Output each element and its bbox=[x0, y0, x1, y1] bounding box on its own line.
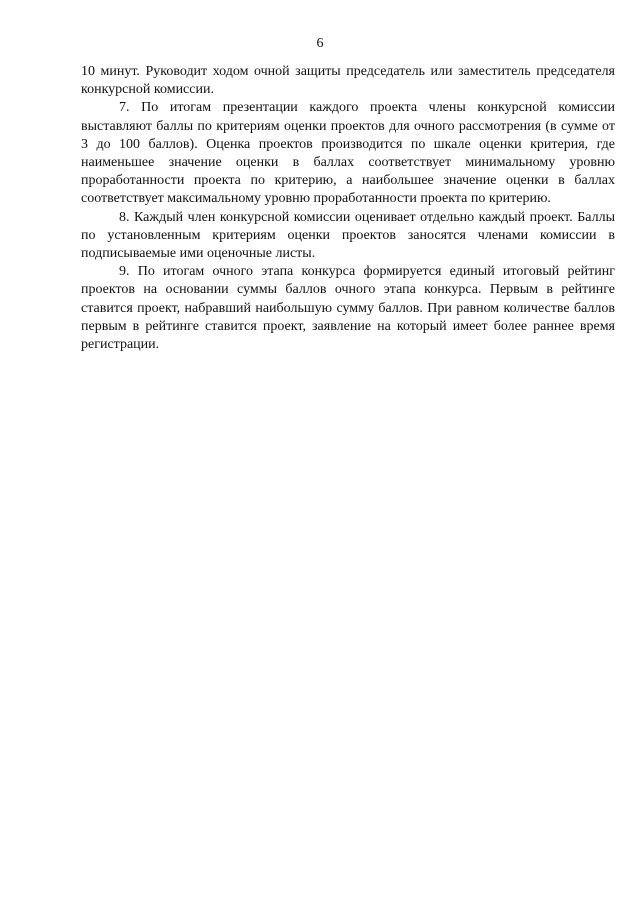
paragraph-item-8: 8. Каждый член конкурсной комиссии оценивает отдельно каждый проект. Баллы по установленным критериям оценки проектов заносятся членами комиссии в подписываемые ими оценочные листы. bbox=[81, 209, 615, 262]
paragraph-item-7: 7. По итогам презентации каждого проекта члены конкурсной комиссии выставляют баллы по критериям оценки проектов для очного рассмотрения (в сумме от 3 до 100 баллов). Оценка проектов производится по шкале оценки критерия, где наименьшее значение оценки в баллах соответствует минимальному уровню проработанности проекта по критерию, а наибольшее значение оценки в баллах соответствует максимальному уровню проработанности проекта по критерию. bbox=[81, 100, 615, 207]
page-number: 6 bbox=[316, 36, 324, 51]
paragraph-continuation: 10 минут. Руководит ходом очной защиты председатель или заместитель председателя конкурсной комиссии. bbox=[81, 64, 615, 98]
document-body bbox=[81, 63, 615, 354]
paragraph-item-9: 9. По итогам очного этапа конкурса формируется единый итоговый рейтинг проектов на основании суммы баллов очного этапа конкурса. Первым в рейтинге ставится проект, набравший наибольшую сумму баллов. При равном количестве баллов первым в рейтинге ставится проект, заявление на который имеет более раннее время регистрации. bbox=[81, 264, 615, 353]
